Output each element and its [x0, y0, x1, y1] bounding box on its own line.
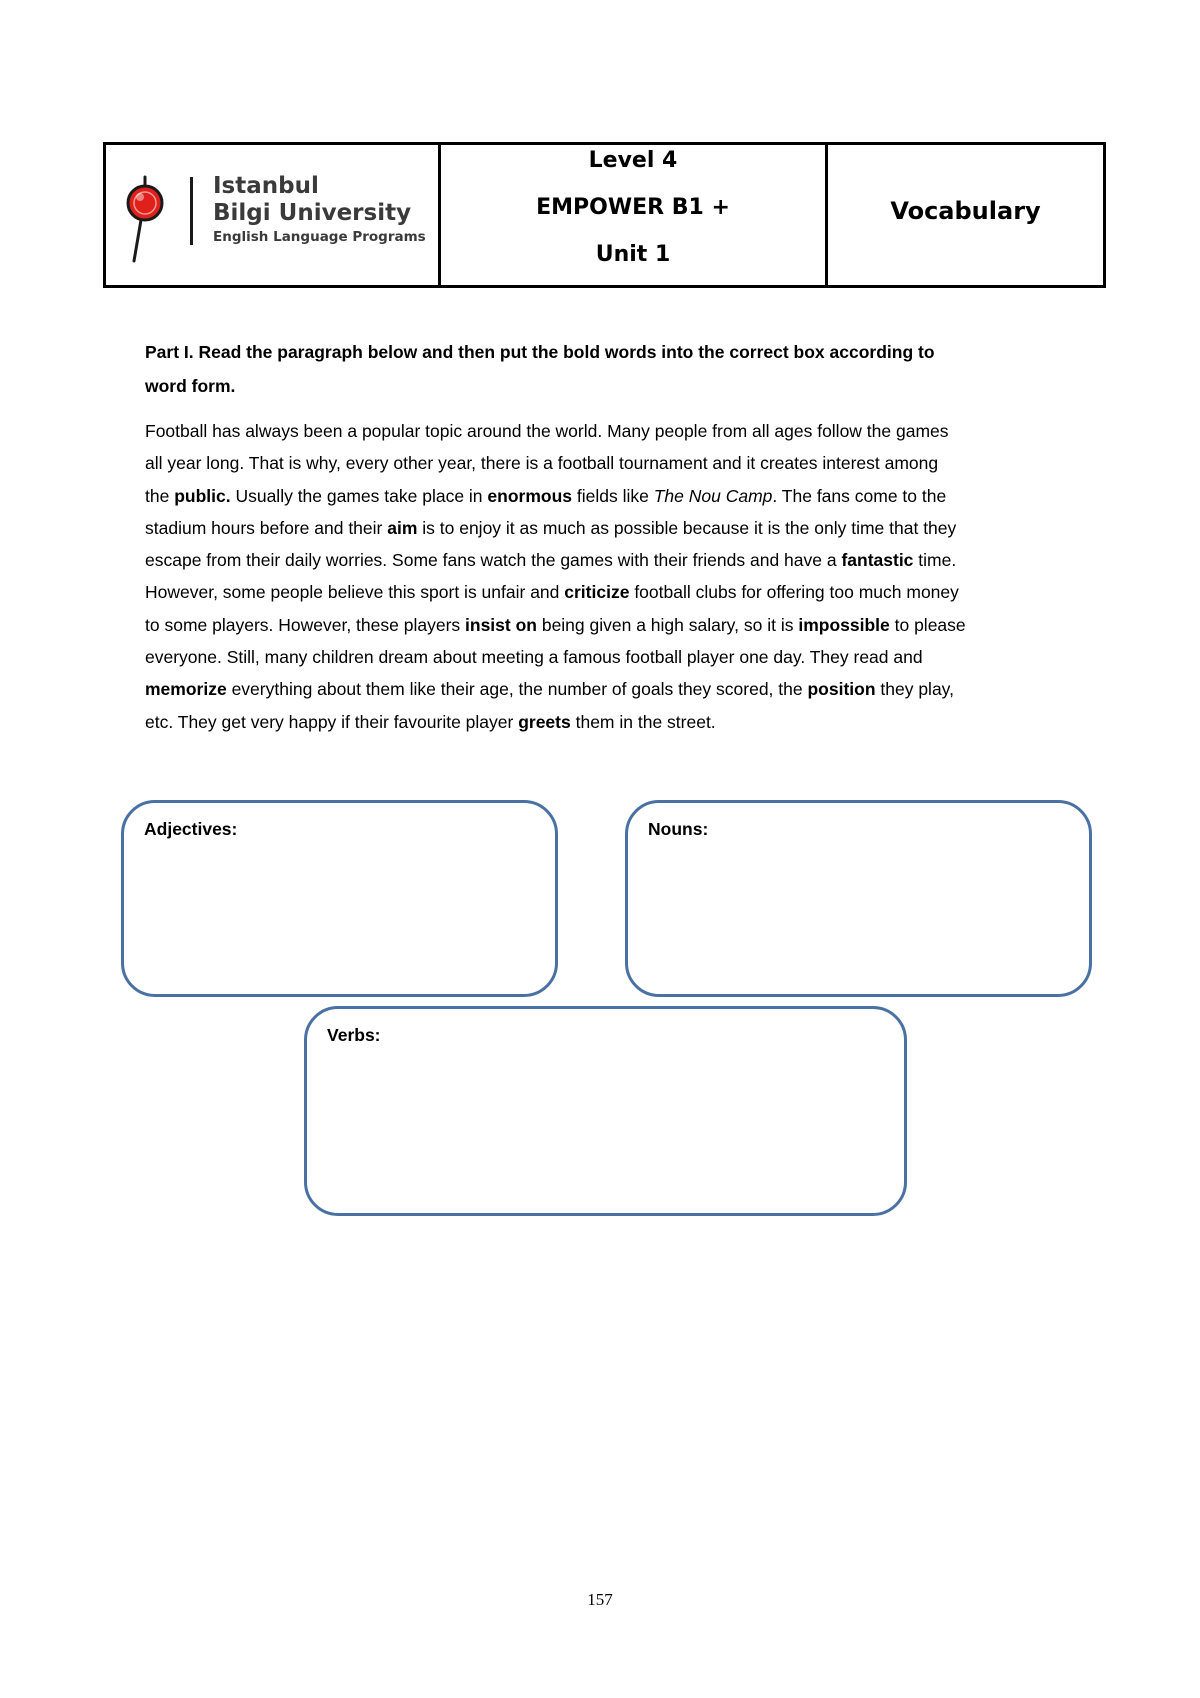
section-title: Vocabulary	[890, 197, 1041, 225]
logo-cell	[106, 145, 441, 285]
level-cell	[441, 145, 828, 285]
paragraph-text: everyone. Still, many children dream about meeting a famous football player one day. They read and	[145, 647, 923, 668]
bold-word: insist on	[465, 614, 537, 635]
logo-line-istanbul: Istanbul	[213, 173, 319, 199]
italic-text: The Nou Camp	[653, 485, 773, 506]
logo-divider	[190, 177, 193, 245]
paragraph-text: However, some people believe this sport is unfair and	[145, 582, 565, 603]
paragraph-text: is to enjoy it as much as possible because it is the only time that they	[417, 517, 957, 538]
header-table	[103, 142, 1106, 288]
logo-line-programs: English Language Programs	[213, 229, 426, 245]
paragraph-text: Football has always been a popular topic around the world. Many people from all ages follow the games	[145, 421, 949, 441]
paragraph-text: football clubs for offering too much money	[629, 582, 959, 603]
paragraph-text: escape from their daily worries. Some fans watch the games with their friends and have a	[145, 550, 842, 571]
paragraph-text: . The fans come to the	[772, 485, 947, 506]
paragraph-text: etc. They get very happy if their favourite player	[145, 711, 519, 732]
nouns-box[interactable]	[625, 800, 1092, 997]
paragraph-text: Usually the games take place in	[230, 485, 488, 506]
bold-word: fantastic	[841, 550, 914, 571]
unit-label: Unit 1	[595, 242, 671, 267]
verbs-box[interactable]	[304, 1006, 907, 1216]
paragraph-text: the	[145, 485, 175, 506]
page-number: 157	[587, 1590, 613, 1609]
bold-word: position	[807, 679, 876, 700]
bold-word: memorize	[145, 679, 227, 700]
adjectives-box[interactable]	[121, 800, 558, 997]
paragraph-text: time.	[913, 550, 957, 571]
paragraph-text: fields like	[572, 485, 654, 506]
paragraph-text: everything about them like their age, the number of goals they scored, the	[226, 679, 808, 700]
paragraph-text: to some players. However, these players	[145, 614, 466, 635]
bilgi-logo-icon	[120, 175, 170, 265]
bold-word: public.	[174, 485, 231, 506]
paragraph-text: being given a high salary, so it is	[536, 614, 799, 635]
adjectives-label: Adjectives:	[144, 819, 238, 839]
logo-line-university: Bilgi University	[213, 200, 412, 226]
bold-word: criticize	[564, 582, 630, 603]
paragraph-text: all year long. That is why, every other year, there is a football tournament and it creates interest among	[145, 453, 939, 474]
instruction-line-1: Part I. Read the paragraph below and then put the bold words into the correct box according to	[145, 342, 935, 362]
instruction	[145, 335, 1065, 403]
reading-paragraph	[145, 415, 1065, 738]
nouns-label: Nouns:	[648, 819, 709, 839]
instruction-line-2: word form.	[145, 376, 236, 396]
verbs-label: Verbs:	[327, 1025, 381, 1045]
exercise-content	[145, 335, 1065, 738]
section-cell	[828, 145, 1103, 285]
bold-word: greets	[518, 711, 571, 732]
course-label: EMPOWER B1 +	[536, 195, 730, 220]
logo-text	[213, 175, 426, 245]
paragraph-text: they play,	[875, 679, 954, 700]
level-label: Level 4	[588, 148, 678, 173]
paragraph-text: stadium hours before and their	[145, 517, 388, 538]
bold-word: aim	[387, 517, 418, 538]
bold-word: impossible	[798, 614, 890, 635]
bold-word: enormous	[487, 485, 573, 506]
paragraph-text: them in the street.	[570, 711, 716, 732]
paragraph-text: to please	[889, 614, 966, 635]
